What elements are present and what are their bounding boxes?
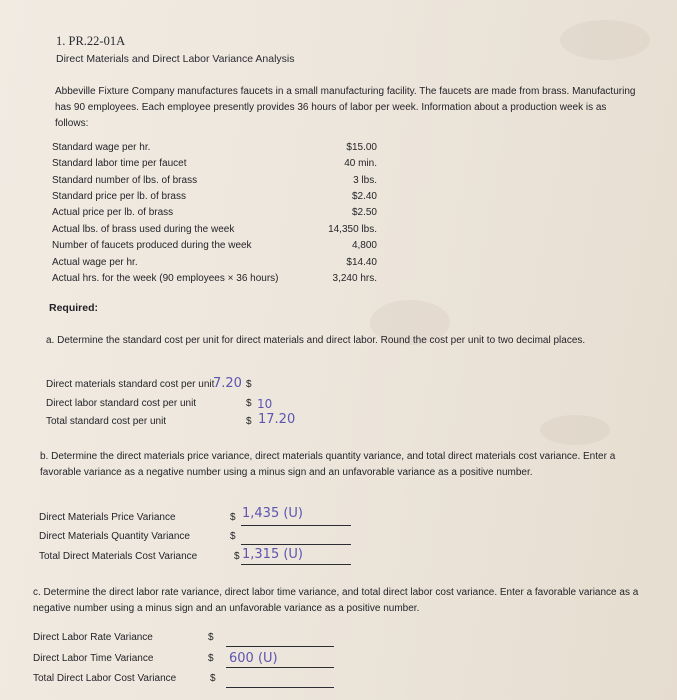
dollar-sign: $ — [208, 632, 214, 643]
part-c-row-time — [33, 650, 253, 668]
data-row — [52, 205, 377, 221]
data-value: $2.40 — [351, 191, 377, 202]
paper-smudge — [540, 415, 610, 445]
dollar-sign: $ — [230, 512, 236, 523]
answer-total-std-cost[interactable]: 17.20 — [258, 412, 296, 427]
data-label: Standard price per lb. of brass — [52, 191, 186, 202]
answer-label: Total Direct Materials Cost Variance — [39, 551, 198, 562]
data-row — [52, 156, 377, 172]
dollar-sign: $ — [246, 398, 252, 409]
data-value: 14,350 lbs. — [328, 224, 377, 235]
dollar-sign: $ — [208, 653, 214, 664]
answer-materials-price-variance[interactable]: 1,435 (U) — [242, 506, 304, 521]
data-label: Standard number of lbs. of brass — [52, 175, 198, 186]
data-row — [52, 173, 377, 189]
problem-title: Direct Materials and Direct Labor Variance Analysis — [56, 53, 295, 65]
data-value: $14.40 — [346, 257, 377, 268]
data-row — [52, 238, 377, 254]
answer-labor-std-cost[interactable]: 10 — [257, 397, 273, 411]
part-b-question: b. Determine the direct materials price variance, direct materials quantity variance, and total direct materials cost variance. Enter a favorable variance as a negative number using a minus sign and an unfavorable variance as a positive number. — [40, 451, 616, 478]
part-c-row-rate — [33, 629, 253, 647]
problem-id: 1. PR.22-01A — [56, 34, 126, 48]
answer-label: Direct Labor Rate Variance — [33, 632, 153, 643]
data-value: 40 min. — [344, 158, 377, 169]
answer-label: Direct Materials Quantity Variance — [39, 531, 190, 542]
required-heading: Required: — [49, 302, 99, 314]
data-label: Actual lbs. of brass used during the week — [52, 224, 235, 235]
data-value: 4,800 — [351, 240, 377, 251]
intro-paragraph: Abbeville Fixture Company manufactures faucets in a small manufacturing facility. The faucets are made from brass. Manufacturing has 90 employees. Each employee presently provides 36 hours of labor per week. Information about a production week is as follows: — [55, 86, 636, 129]
answer-underline — [241, 525, 351, 526]
part-a-row-labor — [46, 395, 346, 413]
dollar-sign: $ — [234, 551, 240, 562]
paper-smudge — [560, 20, 650, 60]
dollar-sign: $ — [210, 673, 216, 684]
part-c-question: c. Determine the direct labor rate variance, direct labor time variance, and total direct labor cost variance. Enter a favorable variance as a negative number using a minus sign and an unfavorable variance as a positive number. — [33, 587, 639, 614]
part-a-row-materials — [46, 376, 346, 394]
answer-underline — [241, 544, 351, 545]
answer-label: Direct Labor Time Variance — [33, 653, 154, 664]
data-label: Actual price per lb. of brass — [52, 207, 174, 218]
part-a-question: a. Determine the standard cost per unit for direct materials and direct labor. Round the cost per unit to two decimal places. — [46, 335, 586, 346]
data-row — [52, 271, 377, 287]
data-value: $15.00 — [346, 142, 377, 153]
answer-underline — [226, 646, 334, 647]
part-c-row-total — [33, 670, 253, 688]
part-a-row-total — [46, 413, 346, 431]
data-row — [52, 222, 377, 238]
data-label: Standard labor time per faucet — [52, 158, 187, 169]
data-row — [52, 140, 377, 156]
answer-label: Total Direct Labor Cost Variance — [33, 673, 177, 684]
answer-materials-std-cost[interactable]: 7.20 — [213, 376, 242, 391]
dollar-sign: $ — [246, 416, 252, 427]
dollar-sign: $ — [246, 379, 252, 390]
answer-total-materials-variance[interactable]: 1,315 (U) — [242, 547, 304, 562]
data-row — [52, 255, 377, 271]
data-label: Actual wage per hr. — [52, 257, 138, 268]
data-value: 3,240 hrs. — [332, 273, 377, 284]
answer-underline — [226, 687, 334, 688]
data-value: $2.50 — [351, 207, 377, 218]
answer-labor-time-variance[interactable]: 600 (U) — [229, 651, 278, 666]
dollar-sign: $ — [230, 531, 236, 542]
answer-label: Direct Materials Price Variance — [39, 512, 176, 523]
answer-underline — [241, 564, 351, 565]
data-value: 3 lbs. — [353, 175, 377, 186]
answer-label: Direct labor standard cost per unit — [46, 398, 197, 409]
answer-label: Total standard cost per unit — [46, 416, 167, 427]
answer-label: Direct materials standard cost per unit — [46, 379, 215, 390]
data-row — [52, 189, 377, 205]
answer-underline — [226, 667, 334, 668]
data-label: Standard wage per hr. — [52, 142, 151, 153]
data-label: Number of faucets produced during the week — [52, 240, 252, 251]
data-label: Actual hrs. for the week (90 employees × 36 hours) — [52, 273, 279, 284]
